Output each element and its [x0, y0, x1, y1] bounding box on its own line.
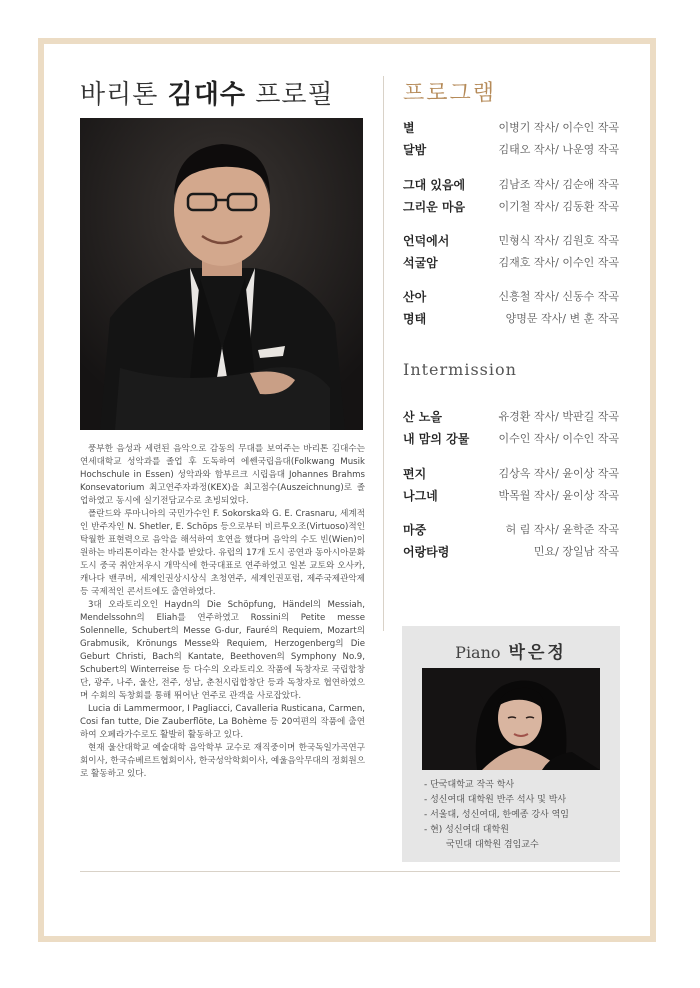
song-title: 마중 — [403, 522, 427, 537]
bio-paragraph: 현재 울산대학교 예술대학 음악학부 교수로 재직중이며 한국독일가곡연구회이사, 한국슈베르트협회이사, 한국성악학회이사, 예울음악무대의 정회원으로 활동하고 있다. — [80, 743, 365, 779]
program-item — [403, 251, 619, 273]
program-item — [403, 195, 619, 217]
song-title: 그리운 마음 — [403, 199, 466, 214]
program-item — [403, 138, 619, 160]
pianist-name: 박은정 — [508, 643, 567, 663]
page-title: 바리톤 김대수 프로필 — [80, 80, 334, 110]
song-credit: 김남조 작사/ 김순애 작곡 — [498, 178, 619, 191]
program-group — [403, 229, 619, 273]
program-item — [403, 307, 619, 329]
bio-paragraph: Lucia di Lammermoor, I Pagliacci, Cavalleria Rusticana, Carmen, Cosi fan tutte, Die Zauberflöte, La Bohème 등 20여편의 작품에 출연하여 오페라가수로도 활발히 활동하고 있다. — [80, 704, 365, 740]
list-item: - 서울대, 성신여대, 한예종 강사 역임 — [424, 810, 569, 820]
song-credit: 신흥철 작사/ 신동수 작곡 — [498, 290, 619, 303]
song-title: 석굴암 — [403, 255, 438, 270]
program-title: 프로그램 — [403, 81, 497, 106]
program-item — [403, 518, 619, 540]
song-title: 나그네 — [403, 488, 438, 503]
song-credit: 양명문 작사/ 변 훈 작곡 — [505, 312, 619, 325]
song-credit: 김상옥 작사/ 윤이상 작곡 — [498, 467, 619, 480]
program-group — [403, 116, 619, 160]
program-group — [403, 405, 619, 449]
song-title: 언덕에서 — [403, 233, 450, 248]
list-item: - 단국대학교 작곡 학사 — [424, 780, 515, 790]
pianist-box — [402, 626, 620, 862]
program-item — [403, 484, 619, 506]
song-title: 편지 — [403, 466, 427, 481]
baritone-photo — [80, 118, 363, 430]
song-title: 산 노을 — [403, 409, 442, 424]
list-item: - 현) 성신여대 대학원 — [424, 825, 509, 835]
song-credit: 이기철 작사/ 김동환 작곡 — [498, 200, 619, 213]
song-title: 명태 — [403, 311, 427, 326]
biography — [80, 443, 365, 781]
bio-paragraph: 풍부한 음성과 세련된 음악으로 감동의 무대를 보여주는 바리톤 김대수는 연세대학교 성악과를 졸업 후 도독하여 에쎈국립음대(Folkwang Musik Hochschule in Essen) 성악과와 함부르크 시립음대 Johannes Brahms Konsevatorium 최고연주자과정(KEX)을 최고점수(Auszeichnung)로 졸업하였고 동시에 실기전담교수로 초빙되었다. — [80, 444, 365, 506]
song-credit: 이병기 작사/ 이수인 작곡 — [498, 121, 619, 134]
song-title: 내 맘의 강물 — [403, 431, 470, 446]
song-title: 별 — [403, 120, 415, 135]
song-credit: 이수인 작사/ 이수인 작곡 — [498, 432, 619, 445]
baritone-portrait-illustration — [80, 118, 363, 430]
program-item — [403, 462, 619, 484]
song-credit: 김태오 작사/ 나운영 작곡 — [498, 143, 619, 156]
column-divider — [383, 76, 384, 631]
song-credit: 유경환 작사/ 박판길 작곡 — [498, 410, 619, 423]
program-item — [403, 173, 619, 195]
program-item — [403, 116, 619, 138]
song-title: 어랑타령 — [403, 544, 450, 559]
pianist-credentials — [424, 778, 614, 853]
list-item: 국민대 대학원 겸임교수 — [446, 840, 539, 850]
list-item: - 성신여대 대학원 반주 석사 및 박사 — [424, 795, 567, 805]
program-group — [403, 518, 619, 562]
program-item — [403, 405, 619, 427]
intermission-label: Intermission — [403, 360, 517, 379]
pianist-portrait-illustration — [422, 668, 600, 770]
pianist-heading — [402, 638, 620, 663]
program-group — [403, 173, 619, 217]
song-title: 달밤 — [403, 142, 427, 157]
program-item — [403, 229, 619, 251]
bio-paragraph: 폴란드와 루마니아의 국민가수인 F. Sokorska와 G. E. Crasnaru, 세계적인 반주자인 N. Shetler, E. Schöps 등으로부터 비르투오조(Virtuoso)적인 탁월한 표현력으로 음악을 해석하여 호연을 했다며 음악의 수도 빈(Wien)이 원하는 바리톤이라는 찬사를 받았다. 유럽의 17개 도시 공연과 동아시아문화도시 중국 취안저우시 개막식에 한국대표로 연주하였고 일본 교토와 오사카, 캐나다 밴쿠버, 세계인권상시상식 초청연주, 세계인권포럼, 제주국제관악제 등 국제적인 콘서트에도 출연하였다. — [80, 509, 365, 597]
bio-paragraph: 3대 오라토리오인 Haydn의 Die Schöpfung, Händel의 Messiah, Mendelssohn의 Eliah를 연주하였고 Rossini의 Petite messe Solennelle, Schubert의 Messe G-dur, Fauré의 Requiem, Mozart의 Grabmusik, Krönungs Messe와 Requiem, Herzogenberg의 Die Geburt Christi, Bach의 Kantate, Beethoven의 Symphony No.9, Schubert의 Winterreise 등 다수의 오라토리오 작품에 독창자로 국립합창단, 광주, 나주, 울산, 전주, 성남, 춘천시립합창단 등과 독창자로 협연하였으며 수회의 독창회를 통해 뛰어난 연주로 관객을 사로잡았다. — [80, 600, 365, 701]
song-credit: 허 림 작사/ 윤학준 작곡 — [505, 523, 619, 536]
song-title: 산아 — [403, 289, 427, 304]
performer-name: 김대수 — [167, 80, 246, 110]
pianist-role: Piano — [455, 643, 501, 662]
song-credit: 김재호 작사/ 이수인 작곡 — [498, 256, 619, 269]
program-group — [403, 462, 619, 506]
bottom-rule — [80, 871, 620, 872]
song-credit: 박목월 작사/ 윤이상 작곡 — [498, 489, 619, 502]
song-credit: 민요/ 장일남 작곡 — [533, 545, 619, 558]
program-item — [403, 427, 619, 449]
pianist-photo — [422, 668, 600, 770]
song-credit: 민형식 작사/ 김원호 작곡 — [498, 234, 619, 247]
program-group — [403, 285, 619, 329]
song-title: 그대 있음에 — [403, 177, 466, 192]
program-item — [403, 540, 619, 562]
program-item — [403, 285, 619, 307]
